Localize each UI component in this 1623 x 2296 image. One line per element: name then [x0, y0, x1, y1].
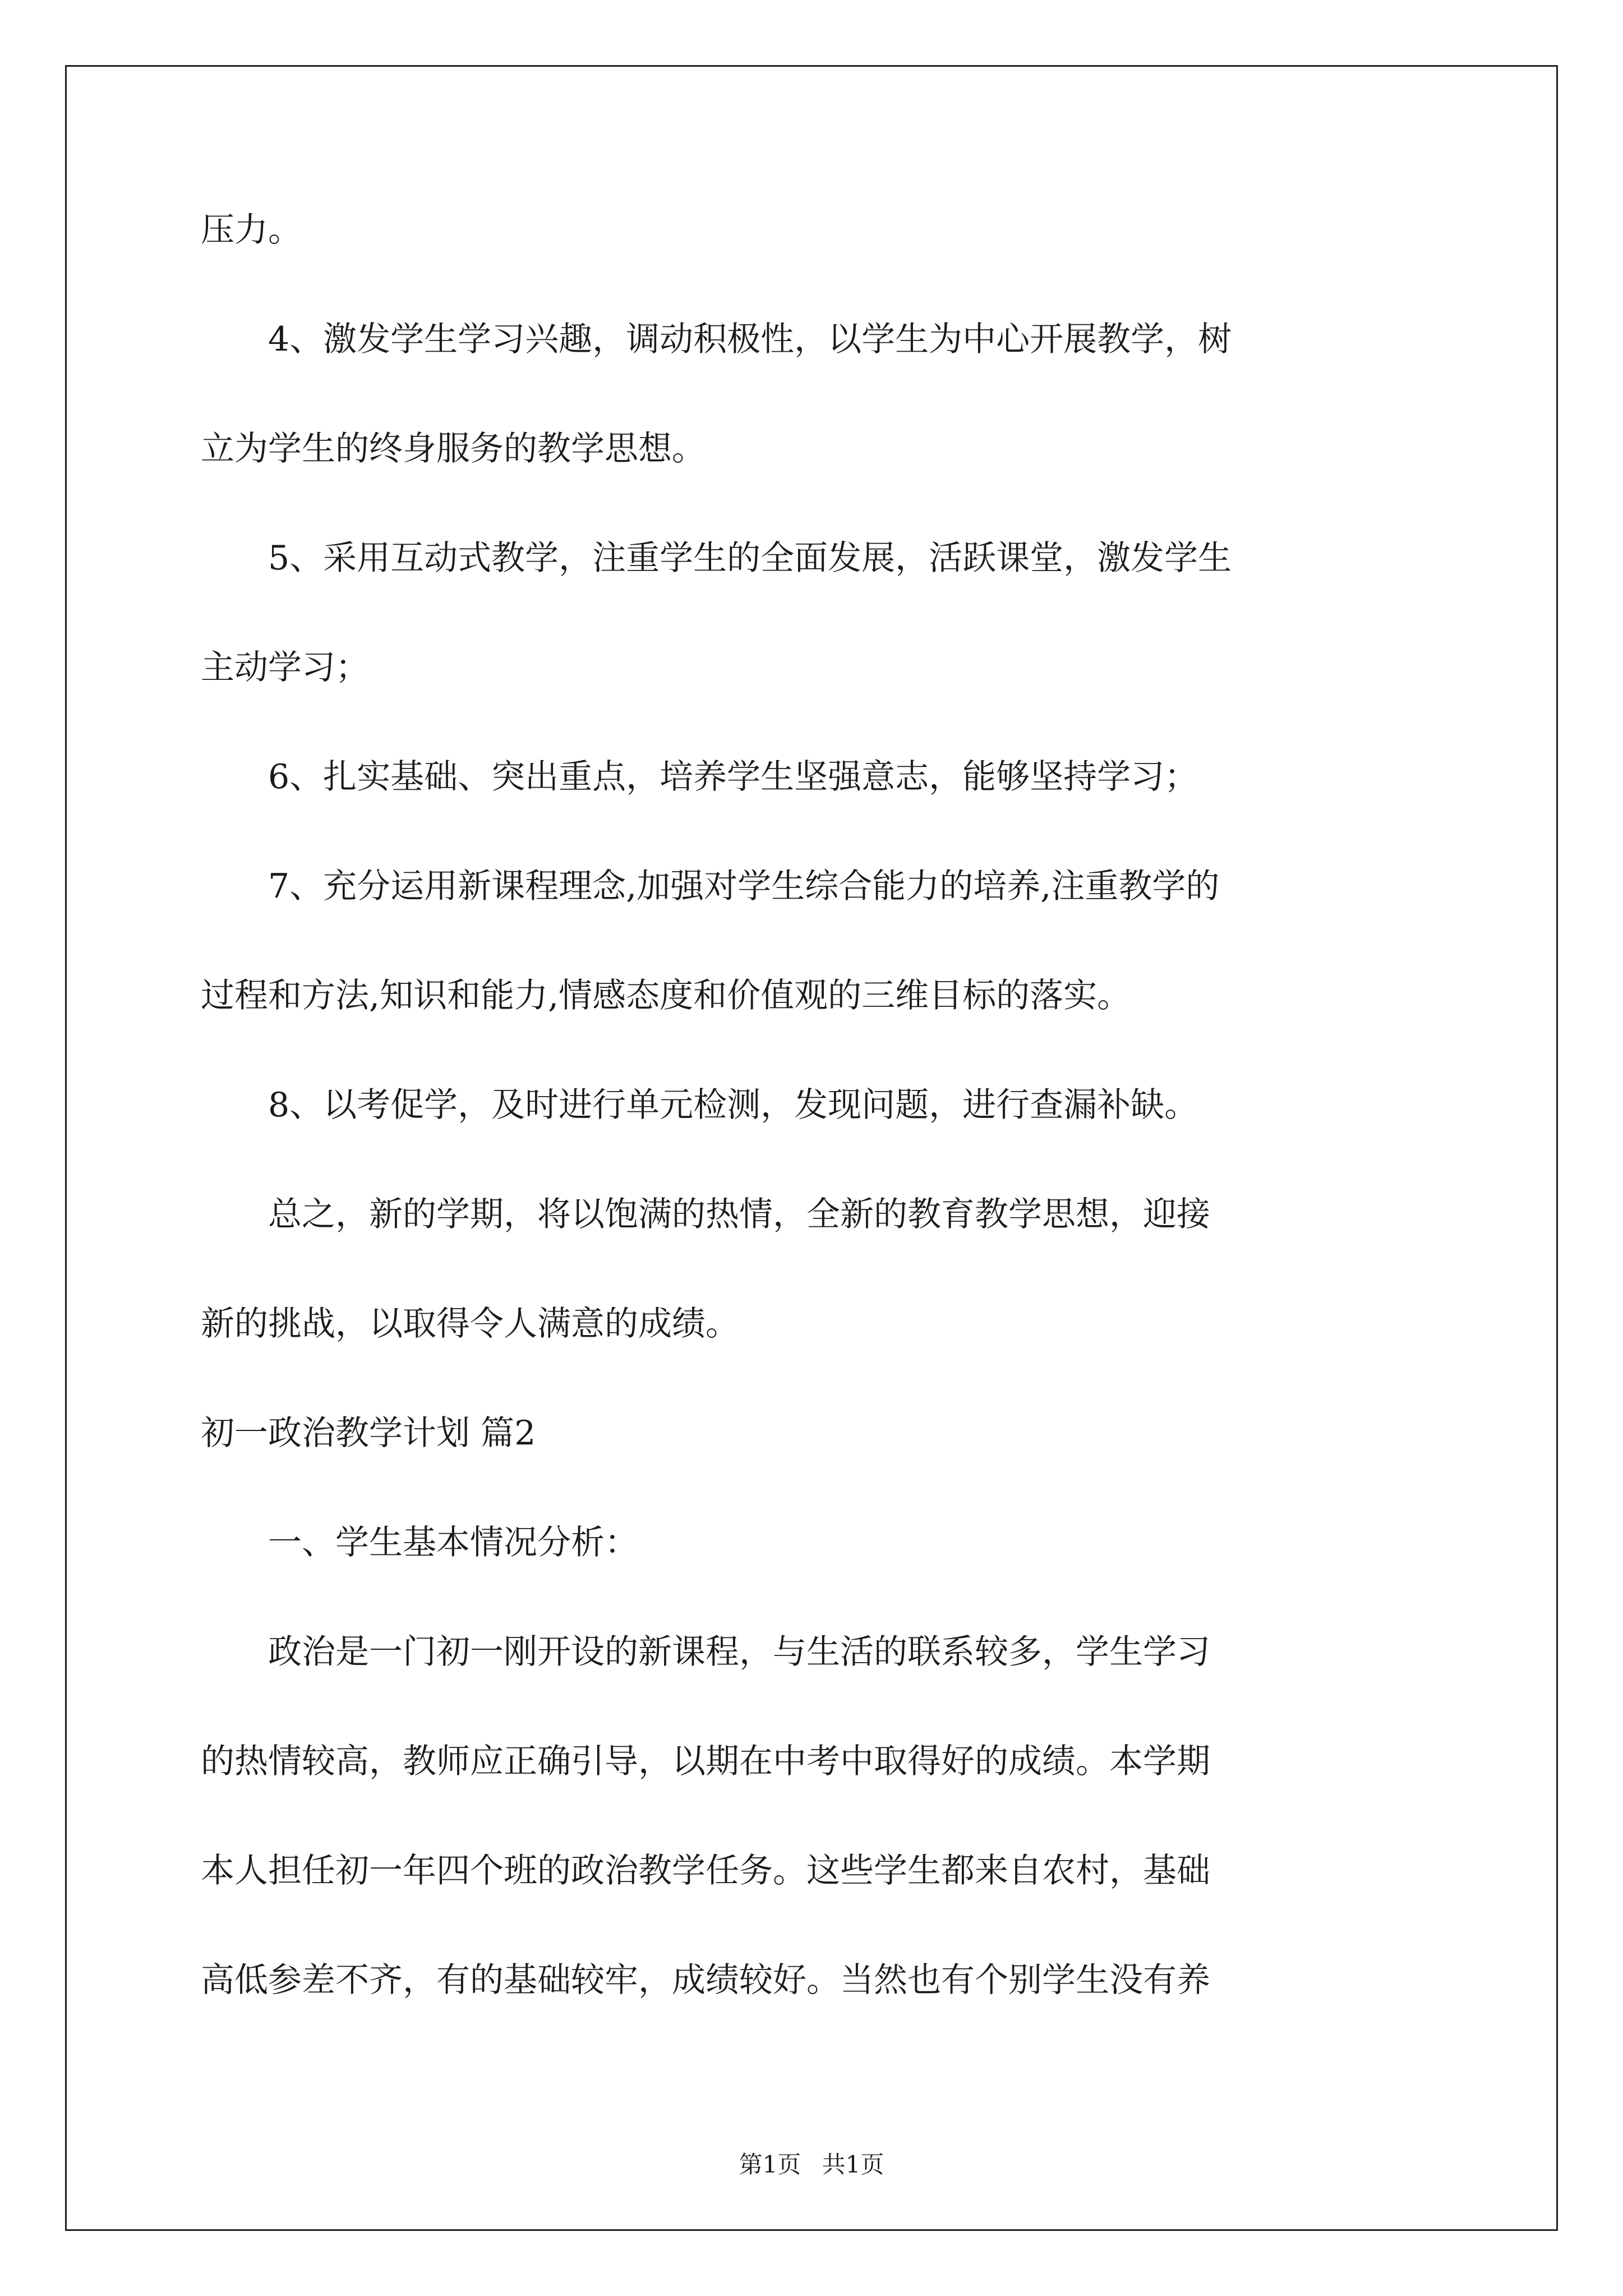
- page-footer: [0, 2153, 1623, 2177]
- text-line: 过程和方法,知识和能力,情感态度和价值观的三维目标的落实。: [201, 976, 1131, 1015]
- text-line: 本人担任初一年四个班的政治教学任务。这些学生都来自农村，基础: [201, 1851, 1210, 1890]
- section-heading: 初一政治教学计划 篇2: [201, 1414, 536, 1453]
- text-line: 的热情较高，教师应正确引导，以期在中考中取得好的成绩。本学期: [201, 1742, 1210, 1781]
- text-line: 主动学习；: [201, 648, 369, 687]
- text-line: 新的挑战，以取得令人满意的成绩。: [201, 1304, 739, 1343]
- page-total: 共1页: [822, 2151, 884, 2178]
- text-line: 政治是一门初一刚开设的新课程，与生活的联系较多，学生学习: [201, 1632, 1210, 1672]
- text-line: 压力。: [201, 210, 302, 250]
- text-line: 8、以考促学，及时进行单元检测，发现问题，进行查漏补缺。: [201, 1085, 1198, 1125]
- page-number: 第1页: [739, 2151, 801, 2178]
- text-line: 5、采用互动式教学，注重学生的全面发展，活跃课堂，激发学生: [201, 539, 1232, 578]
- text-line: 6、扎实基础、突出重点，培养学生坚强意志，能够坚持学习；: [201, 757, 1198, 797]
- text-line: 7、充分运用新课程理念,加强对学生综合能力的培养,注重教学的: [201, 867, 1220, 906]
- text-line: 立为学生的终身服务的教学思想。: [201, 429, 706, 468]
- text-line: 一、学生基本情况分析：: [201, 1523, 638, 1562]
- text-line: 4、激发学生学习兴趣，调动积极性，以学生为中心开展教学，树: [201, 320, 1232, 359]
- text-line: 总之，新的学期，将以饱满的热情，全新的教育教学思想，迎接: [201, 1195, 1210, 1234]
- text-line: 高低参差不齐，有的基础较牢，成绩较好。当然也有个别学生没有养: [201, 1961, 1210, 2000]
- page-border: [65, 65, 1558, 2231]
